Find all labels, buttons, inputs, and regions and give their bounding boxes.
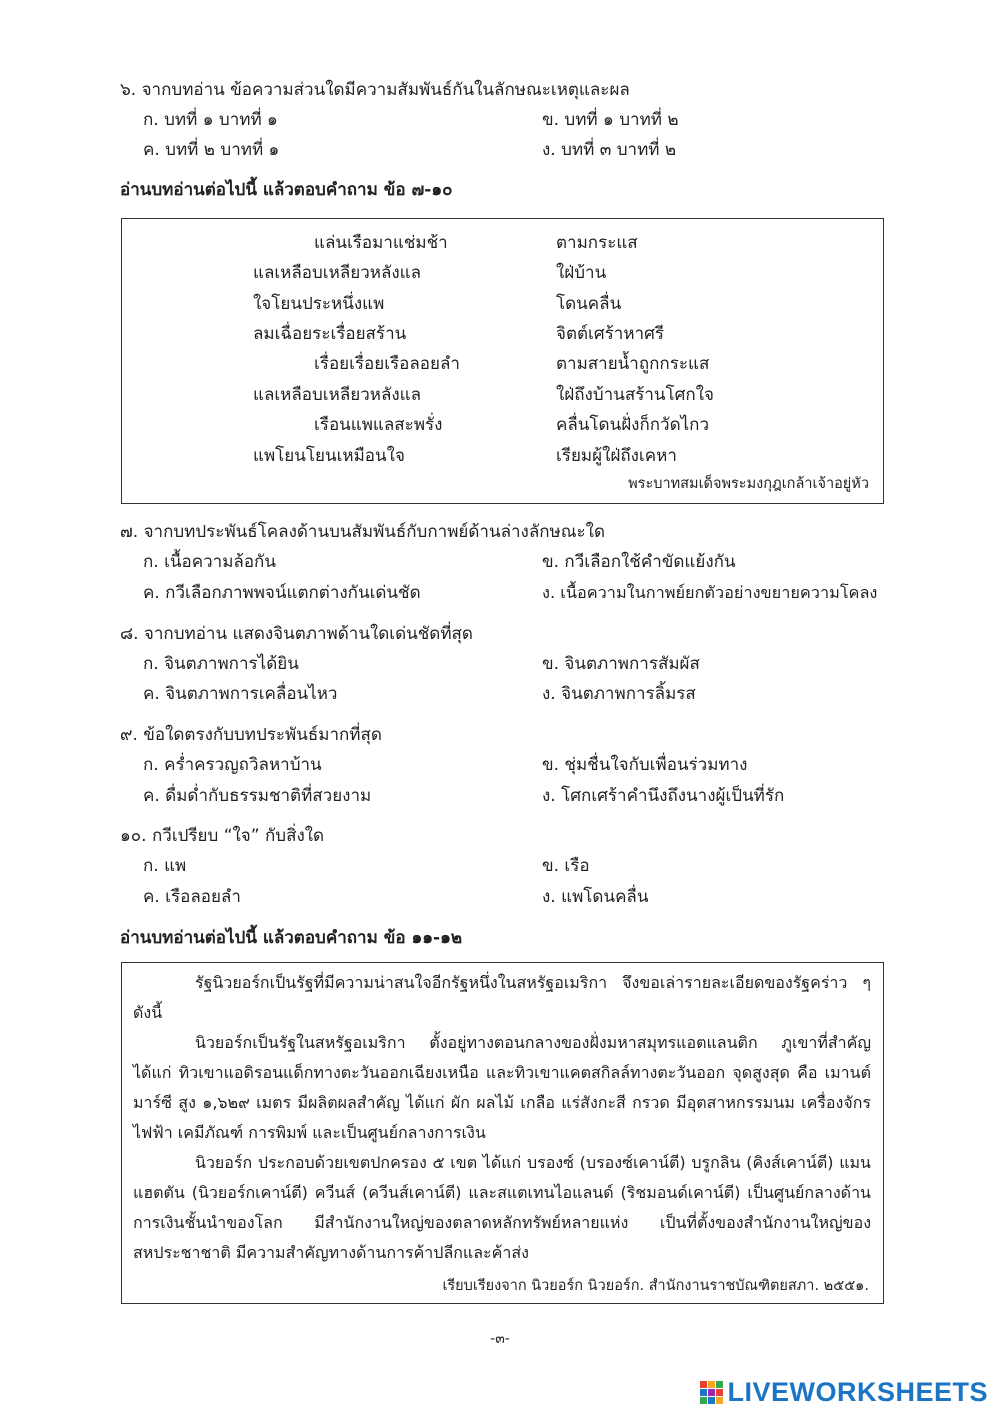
logo-square [708, 1381, 715, 1388]
passage-text [133, 968, 871, 1268]
poem-line-6b: ใฝ่ถึงบ้านสร้านโศกใจ [556, 385, 714, 405]
passage-paragraph-2: นิวยอร์กเป็นรัฐในสหรัฐอเมริกา ตั้งอยู่ทางตอนกลางของฝั่งมหาสมุทรแอตแลนติก ภูเขาที่สำคัญ ได้แก่ ทิวเขาแอดิรอนแด็กทางตะวันออกเฉียงเหนือ และทิวเขาแคตสกิลล์ทางตะวันออก จุดสูงสุด คือ เมานต์มาร์ซี สูง ๑,๖๒๙ เมตร มีผลิตผลสำคัญ ได้แก่ ผัก ผลไม้ เกลือ แร่สังกะสี กรวด มีอุตสาหกรรมนม เครื่องจักรไฟฟ้า เคมีภัณฑ์ การพิมพ์ และเป็นศูนย์กลางการเงิน [133, 1033, 871, 1142]
poem-line-2a: แลเหลือบเหลียวหลังแล [253, 263, 422, 283]
poem-line-4b: จิตต์เศร้าหาศรี [556, 324, 664, 344]
q6-choice-d[interactable]: ง. บทที่ ๓ บาทที่ ๒ [542, 140, 677, 160]
q10-choice-a[interactable]: ก. แพ [143, 856, 187, 876]
poem-line-8a: แพโยนโยนเหมือนใจ [253, 446, 405, 466]
q9-choice-b[interactable]: ข. ชุ่มชื่นใจกับเพื่อนร่วมทาง [542, 755, 748, 775]
liveworksheets-logo[interactable] [700, 1376, 988, 1408]
q6-question: ๖. จากบทอ่าน ข้อความส่วนใดมีความสัมพันธ์กันในลักษณะเหตุและผล [120, 80, 630, 100]
poem-line-5a: เรื่อยเรื่อยเรือลอยลำ [314, 354, 460, 374]
poem-line-2b: ใฝ่บ้าน [556, 263, 607, 283]
q9-choice-d[interactable]: ง. โศกเศร้าคำนึงถึงนางผู้เป็นที่รัก [542, 786, 785, 806]
section-heading-11-12: อ่านบทอ่านต่อไปนี้ แล้วตอบคำถาม ข้อ ๑๑-๑๒ [120, 928, 463, 948]
q7-choice-c[interactable]: ค. กวีเลือกภาพพจน์แตกต่างกันเด่นชัด [143, 583, 421, 603]
q8-choice-b[interactable]: ข. จินตภาพการสัมผัส [542, 654, 700, 674]
q9-choice-c[interactable]: ค. ดื่มด่ำกับธรรมชาติที่สวยงาม [143, 786, 372, 806]
q10-question: ๑๐. กวีเปรียบ “ใจ” กับสิ่งใด [120, 826, 325, 846]
logo-square [700, 1381, 707, 1388]
q10-choice-c[interactable]: ค. เรือลอยลำ [143, 887, 241, 907]
q6-choice-a[interactable]: ก. บทที่ ๑ บาทที่ ๑ [143, 110, 278, 130]
q7-question: ๗. จากบทประพันธ์โคลงด้านบนสัมพันธ์กับกาพย์ด้านล่างลักษณะใด [120, 522, 605, 542]
q8-choice-d[interactable]: ง. จินตภาพการลิ้มรส [542, 684, 696, 704]
q10-choice-d[interactable]: ง. แพโดนคลื่น [542, 887, 649, 907]
logo-square [716, 1397, 723, 1404]
logo-square [700, 1389, 707, 1396]
poem-line-6a: แลเหลือบเหลียวหลังแล [253, 385, 422, 405]
poem-author: พระบาทสมเด็จพระมงกุฎเกล้าเจ้าอยู่หัว [628, 476, 869, 492]
poem-line-1b: ตามกระแส [556, 233, 638, 253]
logo-text: LIVEWORKSHEETS [727, 1376, 988, 1407]
q8-question: ๘. จากบทอ่าน แสดงจินตภาพด้านใดเด่นชัดที่สุด [120, 624, 473, 644]
logo-square [716, 1389, 723, 1396]
logo-square [716, 1381, 723, 1388]
poem-line-3a: ใจโยนประหนึ่งแพ [253, 294, 385, 314]
poem-line-5b: ตามสายน้ำถูกกระแส [556, 354, 710, 374]
passage-source: เรียบเรียงจาก นิวยอร์ก นิวยอร์ก. สำนักงานราชบัณฑิตยสภา. ๒๕๕๑. [442, 1278, 869, 1294]
poem-line-8b: เรียมผู้ใฝ่ถึงเคหา [556, 446, 677, 466]
poem-line-1a: แล่นเรือมาแช่มช้า [314, 233, 448, 253]
q8-choice-a[interactable]: ก. จินตภาพการได้ยิน [143, 654, 299, 674]
q7-choice-d[interactable]: ง. เนื้อความในกาพย์ยกตัวอย่างขยายความโคลง [542, 583, 878, 602]
q7-choice-b[interactable]: ข. กวีเลือกใช้คำขัดแย้งกัน [542, 552, 736, 572]
poem-line-4a: ลมเฉื่อยระเรื่อยสร้าน [253, 324, 407, 344]
poem-box [121, 218, 884, 504]
passage-paragraph-3: นิวยอร์ก ประกอบด้วยเขตปกครอง ๕ เขต ได้แก่ บรองซ์ (บรองซ์เคาน์ตี) บรูกลิน (คิงส์เคาน์ตี) แมนแฮตตัน (นิวยอร์กเคาน์ตี) ควีนส์ (ควีนส์เคาน์ตี) และสแตเทนไอแลนด์ (ริชมอนด์เคาน์ตี) เป็นศูนย์กลางด้านการเงินชั้นนำของโลก มีสำนักงานใหญ่ของตลาดหลักทรัพย์หลายแห่ง เป็นที่ตั้งของสำนักงานใหญ่ของสหประชาชาติ มีความสำคัญทางด้านการค้าปลีกและค้าส่ง [133, 1153, 871, 1262]
q6-choice-b[interactable]: ข. บทที่ ๑ บาทที่ ๒ [542, 110, 679, 130]
q10-choice-b[interactable]: ข. เรือ [542, 856, 590, 876]
logo-grid-icon [700, 1381, 723, 1404]
poem-line-7b: คลื่นโดนฝั่งก็กวัดไกว [556, 415, 710, 435]
poem-line-7a: เรือนแพแลสะพรั่ง [314, 415, 443, 435]
page-number: -๓- [490, 1331, 510, 1347]
q8-choice-c[interactable]: ค. จินตภาพการเคลื่อนไหว [143, 684, 338, 704]
logo-square [708, 1389, 715, 1396]
passage-paragraph-1: รัฐนิวยอร์กเป็นรัฐที่มีความน่าสนใจอีกรัฐหนึ่งในสหรัฐอเมริกา จึงขอเล่ารายละเอียดของรัฐคร่าว ๆ ดังนี้ [133, 973, 871, 1022]
q9-choice-a[interactable]: ก. คร่ำครวญถวิลหาบ้าน [143, 755, 322, 775]
q6-choice-c[interactable]: ค. บทที่ ๒ บาทที่ ๑ [143, 140, 280, 160]
section-heading-7-10: อ่านบทอ่านต่อไปนี้ แล้วตอบคำถาม ข้อ ๗-๑๐ [120, 180, 453, 200]
poem-line-3b: โดนคลื่น [556, 294, 622, 314]
logo-square [708, 1397, 715, 1404]
q9-question: ๙. ข้อใดตรงกับบทประพันธ์มากที่สุด [120, 725, 382, 745]
logo-square [700, 1397, 707, 1404]
q7-choice-a[interactable]: ก. เนื้อความล้อกัน [143, 552, 276, 572]
